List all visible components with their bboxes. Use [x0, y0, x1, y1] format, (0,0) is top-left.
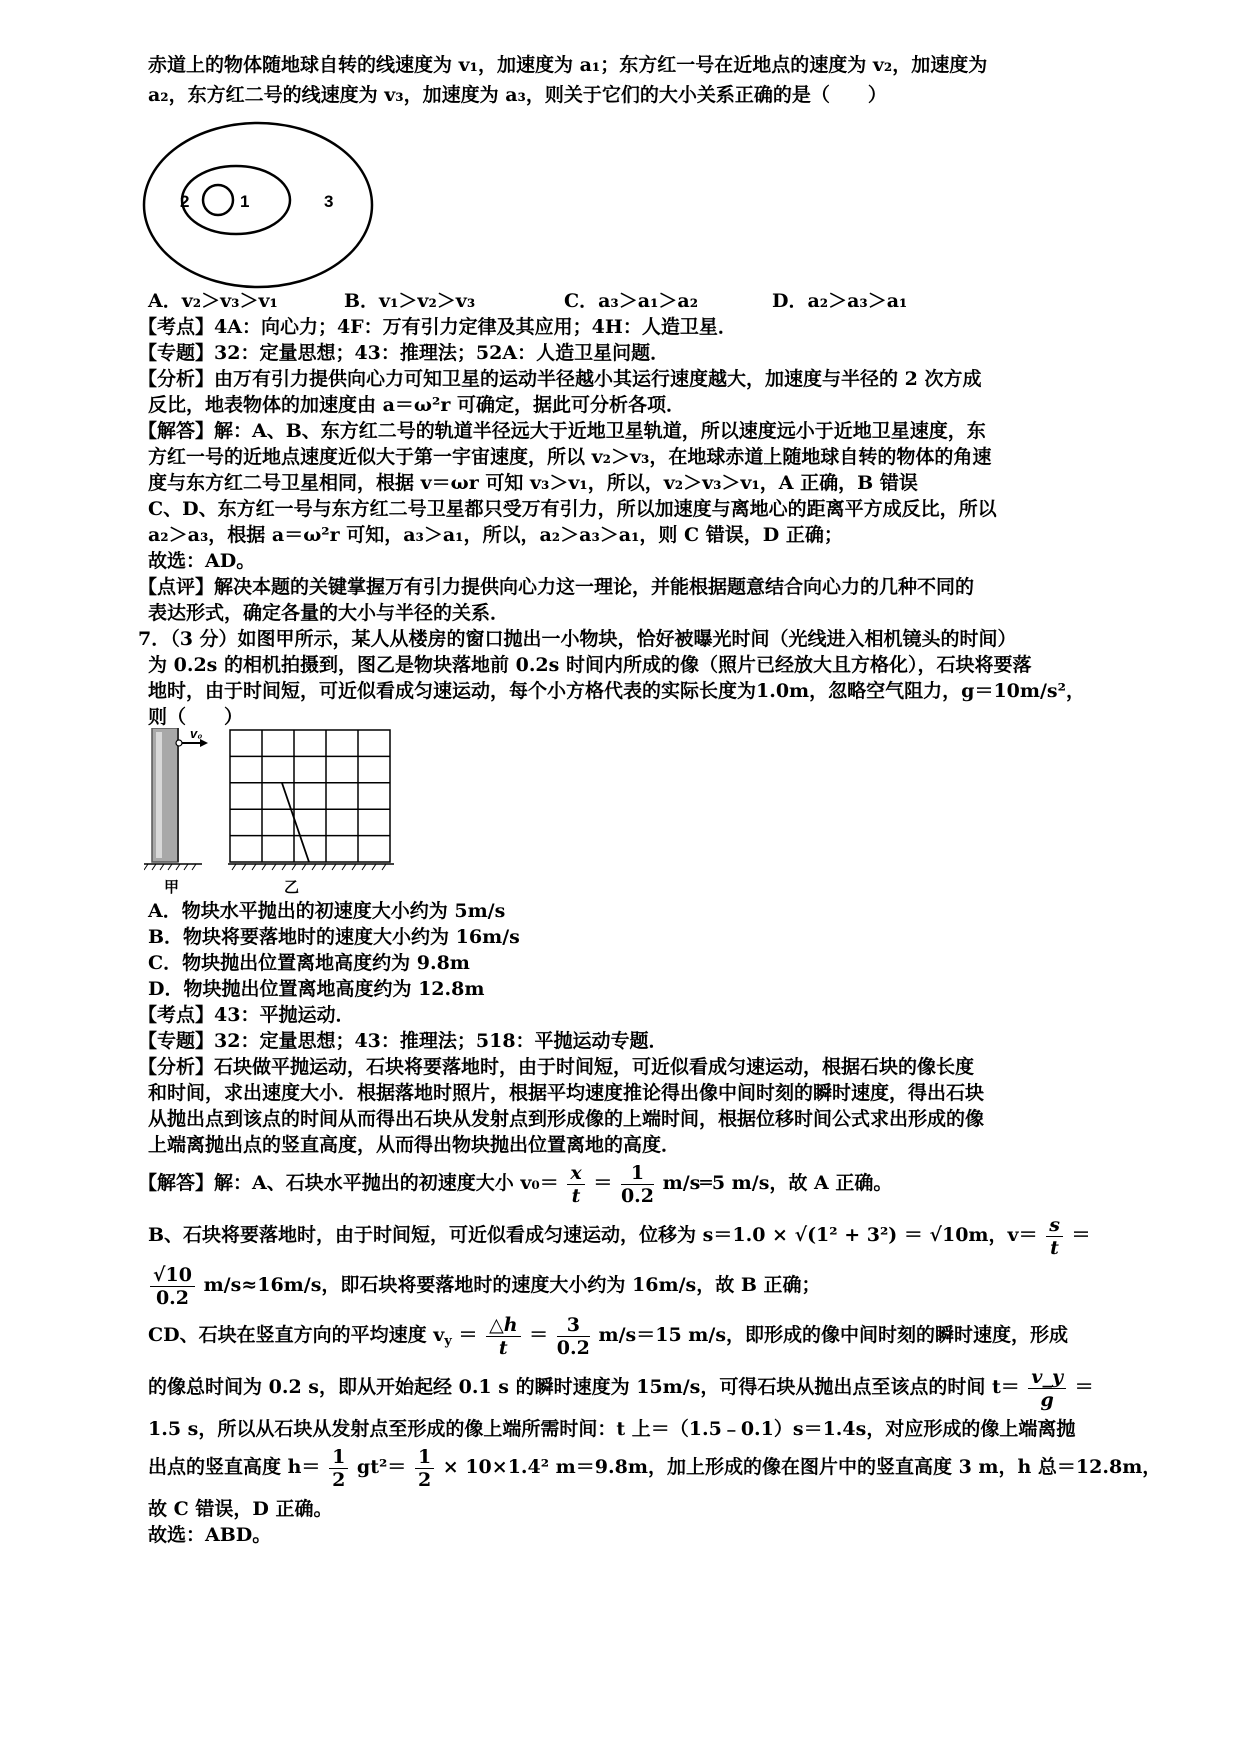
orbit-2-ellipse — [182, 166, 290, 234]
q6-stem-line2: a₂，东方红二号的线速度为 v₃，加速度为 a₃，则关于它们的大小关系正确的是（ ） — [148, 84, 887, 106]
q7-jieda-a — [138, 1160, 892, 1207]
frac-x-over-t: $\frac{x}{t}$ — [567, 1162, 584, 1207]
q6-jieda-5: a₂＞a₃，根据 a＝ω²r 可知，a₃＞a₁，所以，a₂＞a₃＞a₁，则 C 错误，D 正确； — [148, 524, 843, 546]
q7-jieda-cd-end: m/s＝15 m/s，即形成的像中间时刻的瞬时速度，形成 — [598, 1324, 1069, 1346]
q7-stem-1: 7．（3 分）如图甲所示，某人从楼房的窗口抛出一小物块，恰好被曝光时间（光线进入相机镜头的时间） — [138, 628, 1017, 650]
q6-jieda-4: C、D、东方红一号与东方红二号卫星都只受万有引力，所以加速度与离地心的距离平方成反比，所以 — [148, 498, 997, 520]
v0-label: v₀ — [190, 728, 203, 741]
q7-fenxi-2: 和时间，求出速度大小．根据落地时照片，根据平均速度推论得出像中间时刻的瞬时速度，得出石块 — [148, 1082, 985, 1104]
q6-answer: 故选：AD。 — [148, 550, 256, 572]
q6-option-a[interactable]: A．v₂＞v₃＞v₁ — [148, 290, 278, 312]
q7-zhuanti: 【专题】32：定量思想；43：推理法；518：平抛运动专题． — [138, 1030, 668, 1052]
q7-stem-4: 则（ ） — [148, 706, 244, 728]
q7-option-c[interactable]: C．物块抛出位置离地高度约为 9.8m — [148, 952, 470, 974]
q6-fenxi-2: 反比，地表物体的加速度由 a＝ω²r 可确定，据此可分析各项． — [148, 394, 685, 416]
frac-1-over-0.2: $\frac{1}{0.2}$ — [620, 1161, 655, 1207]
q6-stem-line1: 赤道上的物体随地球自转的线速度为 v₁，加速度为 a₁；东方红一号在近地点的速度为 v₂，加速度为 — [148, 54, 988, 76]
q7-jieda-b-text: B、石块将要落地时，由于时间短，可近似看成匀速运动，位移为 s＝1.0 × √(1² + 3²) ＝ √10m，v＝ — [148, 1224, 1038, 1246]
frac-vy-over-g: $\frac{v\_y}{g}$ — [1028, 1366, 1066, 1411]
q6-zhuanti: 【专题】32：定量思想；43：推理法；52A：人造卫星问题． — [138, 342, 670, 364]
orbit-3-circle — [144, 123, 372, 287]
q7-answer: 故选：ABD。 — [148, 1524, 272, 1546]
q7-jieda-a-end: m/s═5 m/s，故 A 正确。 — [662, 1172, 893, 1194]
orbit-diagram — [140, 118, 380, 298]
building — [152, 728, 178, 862]
equals-sign: ＝ — [1071, 1224, 1091, 1246]
frac-1-over-2: $\frac{1}{2}$ — [415, 1446, 434, 1491]
frac-s-over-t: $\frac{s}{t}$ — [1046, 1214, 1063, 1259]
orbit-label-2: 2 — [180, 192, 190, 211]
q6-option-b[interactable]: B．v₁＞v₂＞v₃ — [344, 290, 476, 312]
q7-jieda-cd-line1 — [148, 1312, 1068, 1359]
q7-jieda-b-end: m/s≈16m/s，即石块将要落地时的速度大小约为 16m/s，故 B 正确； — [203, 1274, 821, 1296]
q7-jieda-cd-line2 — [148, 1364, 1094, 1411]
q7-fenxi-4: 上端离抛出点的竖直高度，从而得出物块抛出位置离地的高度． — [148, 1134, 681, 1156]
frac-1-over-2: $\frac{1}{2}$ — [329, 1446, 348, 1491]
q7-stem-2: 为 0.2s 的相机拍摄到，图乙是物块落地前 0.2s 时间内所成的像（照片已经放大且方格化），石块将要落 — [148, 654, 1032, 676]
q7-jieda-b-line1 — [148, 1212, 1091, 1259]
q7-option-a[interactable]: A．物块水平抛出的初速度大小约为 5m/s — [148, 900, 506, 922]
q7-stem-3: 地时，由于时间短，可近似看成匀速运动，每个小方格代表的实际长度为1.0m，忽略空气阻力，g＝10m/s²， — [148, 680, 1085, 702]
equals-sign: ＝ — [529, 1324, 549, 1346]
q7-jieda-b-line2 — [148, 1262, 821, 1309]
q6-jieda-3: 度与东方红二号卫星相同，根据 v＝ωr 可知 v₃＞v₁，所以，v₂＞v₃＞v₁，A 正确，B 错误 — [148, 472, 918, 494]
q7-jieda-cd2-text: 的像总时间为 0.2 s，即从开始起经 0.1 s 的瞬时速度为 15m/s，可得石块从抛出点至该点的时间 t＝ — [148, 1376, 1020, 1398]
orbit-label-3: 3 — [324, 192, 334, 211]
orbit-label-1: 1 — [240, 192, 250, 211]
q7-jieda-cd4-text: 出点的竖直高度 h＝ — [148, 1456, 321, 1478]
q6-kaodian: 【考点】4A：向心力；4F：万有引力定律及其应用；4H：人造卫星． — [138, 316, 737, 338]
earth-circle-1 — [203, 185, 233, 215]
q7-jieda-a-text: 【解答】解：A、石块水平抛出的初速度大小 v₀＝ — [138, 1172, 559, 1194]
q6-jieda-2: 方红一号的近地点速度近似大于第一宇宙速度，所以 v₂＞v₃，在地球赤道上随地球自转的物体的角速 — [148, 446, 992, 468]
projectile-figure — [144, 728, 404, 900]
q6-dianping-2: 表达形式，确定各量的大小与半径的关系． — [148, 602, 510, 624]
equals-sign: ＝ — [1074, 1376, 1094, 1398]
frac-dh-over-t: $\frac{\triangle h}{t}$ — [486, 1314, 520, 1359]
frac-sqrt10-over-0.2: $\frac{√10}{0.2}$ — [150, 1264, 195, 1309]
stone-dot — [176, 740, 182, 746]
equals-sign: ＝ — [458, 1324, 478, 1346]
vy-subscript: y — [444, 1334, 452, 1349]
equals-sign: ＝ — [593, 1172, 613, 1194]
q7-option-b[interactable]: B．物块将要落地时的速度大小约为 16m/s — [148, 926, 520, 948]
grid-photo — [230, 730, 390, 862]
q7-option-d[interactable]: D．物块抛出位置离地高度约为 12.8m — [148, 978, 485, 1000]
figure-yi-label: 乙 — [284, 879, 300, 896]
q7-jieda-cd-line3: 1.5 s，所以从石块从发射点至形成的像上端所需时间：t 上＝（1.5﹣0.1）s＝1.4s，对应形成的像上端离抛 — [148, 1418, 1076, 1440]
frac-3-over-0.2: $\frac{3}{0.2}$ — [556, 1313, 590, 1359]
q6-fenxi-1: 【分析】由万有引力提供向心力可知卫星的运动半径越小其运行速度越大，加速度与半径的 2 次方成 — [138, 368, 982, 390]
q6-options — [148, 288, 907, 314]
q6-option-d[interactable]: D．a₂＞a₃＞a₁ — [772, 290, 908, 312]
q7-jieda-cd-line5: 故 C 错误，D 正确。 — [148, 1498, 333, 1520]
stone-trace — [282, 783, 309, 862]
figure-jia-label: 甲 — [164, 879, 180, 896]
q7-jieda-cd-text: CD、石块在竖直方向的平均速度 v — [148, 1324, 445, 1346]
q6-dianping-1: 【点评】解决本题的关键掌握万有引力提供向心力这一理论，并能根据题意结合向心力的几种不同的 — [138, 576, 975, 598]
q7-fenxi-3: 从抛出点到该点的时间从而得出石块从发射点到形成像的上端时间，根据位移时间公式求出形成的像 — [148, 1108, 985, 1130]
q7-fenxi-1: 【分析】石块做平抛运动，石块将要落地时，由于时间短，可近似看成匀速运动，根据石块的像长度 — [138, 1056, 975, 1078]
q7-jieda-cd4-mid: gt²＝ — [356, 1456, 407, 1478]
q7-jieda-cd-line4 — [148, 1444, 1161, 1491]
q7-jieda-cd4-end: × 10×1.4² m＝9.8m，加上形成的像在图片中的竖直高度 3 m，h 总＝12.8m， — [442, 1456, 1162, 1478]
q6-option-c[interactable]: C．a₃＞a₁＞a₂ — [564, 290, 699, 312]
q6-jieda-1: 【解答】解：A、B、东方红二号的轨道半径远大于近地卫星轨道，所以速度远小于近地卫星速度，东 — [138, 420, 986, 442]
q7-kaodian: 【考点】43：平抛运动． — [138, 1004, 355, 1026]
